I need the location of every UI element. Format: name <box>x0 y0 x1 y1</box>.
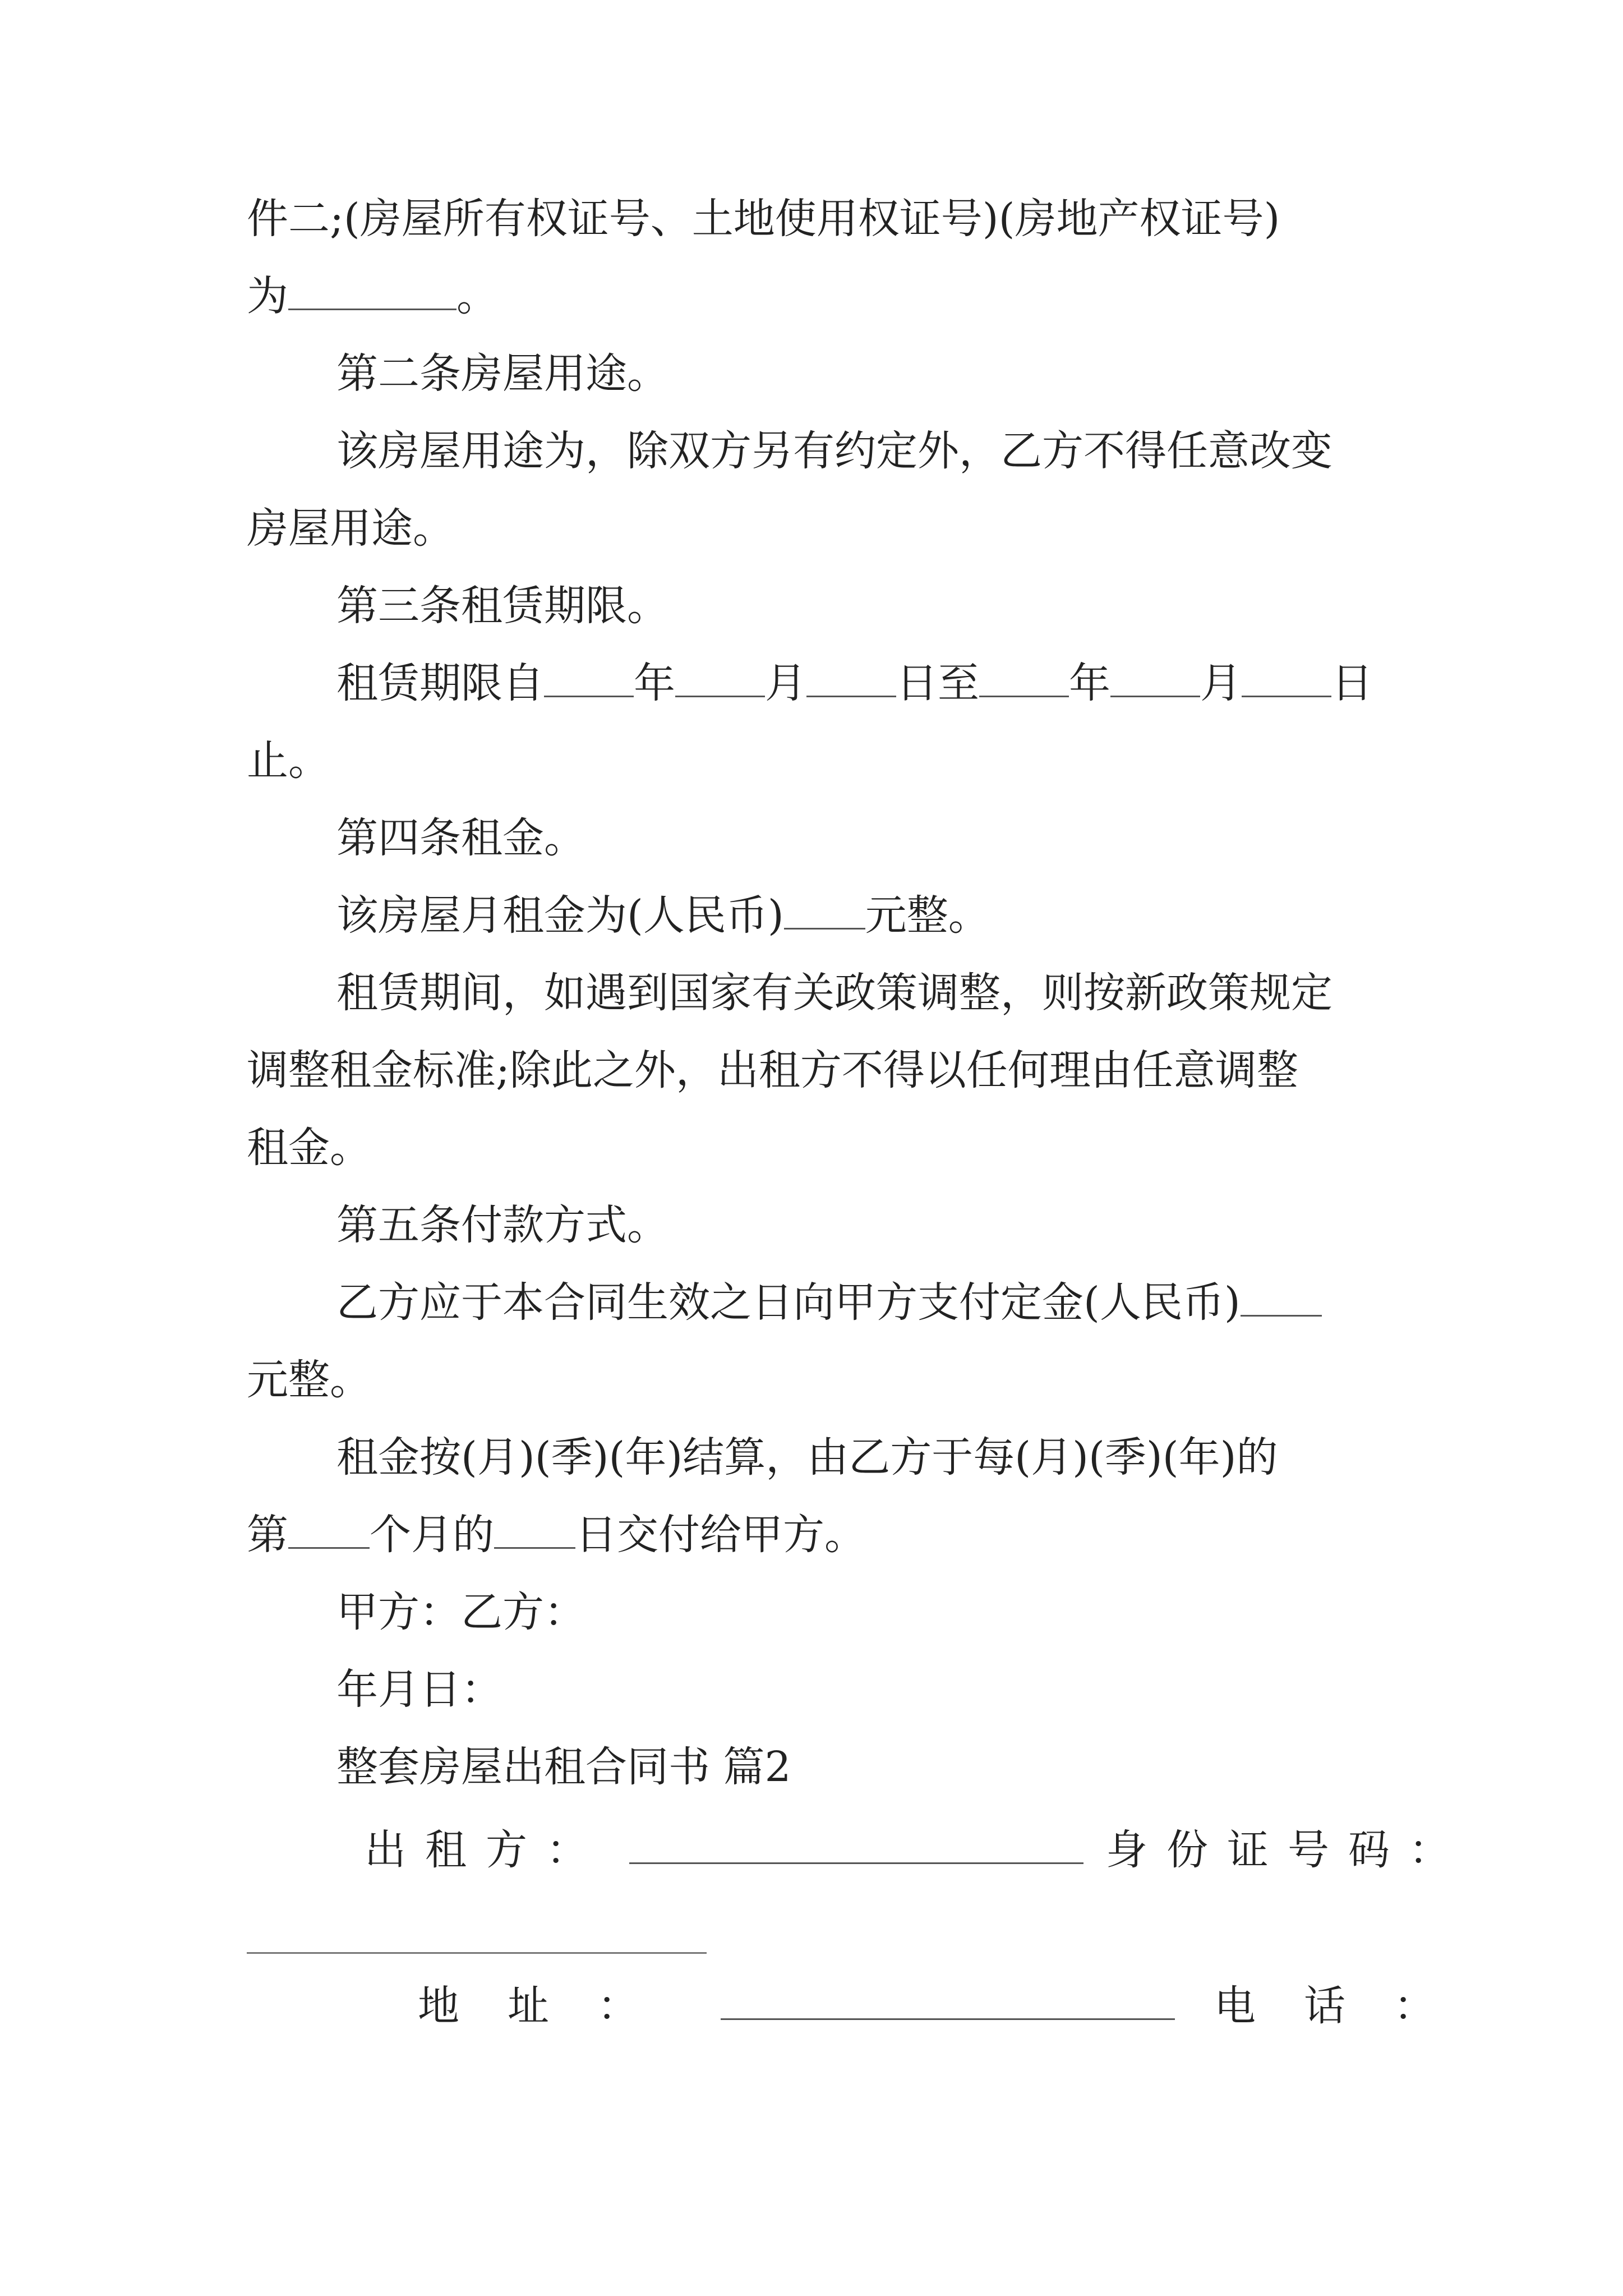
month-label: 月 <box>1200 659 1242 707</box>
id-number-label: 身份证号码： <box>1106 1826 1469 1874</box>
end-day-blank[interactable] <box>1242 655 1331 697</box>
text-line-1: 件二;(房屋所有权证号、土地使用权证号)(房地产权证号) <box>247 195 1280 243</box>
text-part-b: 个月的 <box>370 1511 494 1559</box>
address-row <box>418 1978 1483 2034</box>
article-4-text-4: 租金。 <box>247 1124 371 1172</box>
article-3-text <box>336 655 1373 711</box>
article-2-text-2: 房屋用途。 <box>247 504 454 553</box>
id-number-blank[interactable] <box>247 1952 707 1954</box>
end-month-blank[interactable] <box>1110 655 1200 697</box>
text-part-a: 第 <box>247 1511 288 1559</box>
start-month-blank[interactable] <box>675 655 765 697</box>
text-line-2 <box>247 268 498 324</box>
article-3-title: 第三条租赁期限。 <box>336 582 668 630</box>
rent-amount-blank[interactable] <box>784 887 865 930</box>
sign-date: 年月日： <box>336 1665 502 1714</box>
article-2-title: 第二条房屋用途。 <box>336 349 668 398</box>
article-4-text-1 <box>336 887 990 944</box>
lease-start-label: 租赁期限自 <box>336 659 544 707</box>
article-5-text-2: 元整。 <box>247 1356 371 1404</box>
article-5-text-3: 租金按(月)(季)(年)结算，由乙方于每(月)(季)(年)的 <box>336 1433 1278 1481</box>
article-4-text-3: 调整租金标准;除此之外，出租方不得以任何理由任意调整 <box>247 1046 1298 1094</box>
article-5-text-1 <box>336 1274 1322 1331</box>
rent-label: 该房屋月租金为(人民币) <box>336 891 784 940</box>
sign-parties: 甲方：乙方： <box>336 1588 585 1636</box>
address-blank[interactable] <box>721 1978 1175 2020</box>
deposit-amount-blank[interactable] <box>1241 1274 1322 1317</box>
article-2-text-1: 该房屋用途为，除双方另有约定外，乙方不得任意改变 <box>336 427 1332 475</box>
text-part-c: 日交付给甲方。 <box>575 1511 866 1559</box>
section-title: 整套房屋出租合同书 篇2 <box>336 1743 791 1791</box>
start-day-blank[interactable] <box>806 655 896 697</box>
day-number-blank[interactable] <box>494 1507 575 1549</box>
phone-label: 电话： <box>1214 1982 1483 2030</box>
article-3-text-2: 止。 <box>247 737 330 785</box>
lessor-row <box>365 1822 1469 1878</box>
lessor-name-blank[interactable] <box>629 1822 1083 1864</box>
text-prefix: 为 <box>247 272 288 320</box>
day-to-label: 日至 <box>896 659 979 707</box>
day-label: 日 <box>1331 659 1373 707</box>
start-year-blank[interactable] <box>544 655 634 697</box>
article-5-text-4 <box>247 1507 866 1563</box>
end-year-blank[interactable] <box>979 655 1069 697</box>
fill-blank[interactable] <box>288 268 457 310</box>
article-5-title: 第五条付款方式。 <box>336 1201 668 1249</box>
year-label: 年 <box>1069 659 1110 707</box>
address-label: 地址： <box>418 1982 687 2030</box>
article-4-text-2: 租赁期间，如遇到国家有关政策调整，则按新政策规定 <box>336 969 1332 1017</box>
rent-suffix: 元整。 <box>865 891 990 940</box>
year-label: 年 <box>634 659 675 707</box>
month-number-blank[interactable] <box>288 1507 370 1549</box>
article-4-title: 第四条租金。 <box>336 814 585 862</box>
month-label: 月 <box>765 659 806 707</box>
deposit-label: 乙方应于本合同生效之日向甲方支付定金(人民币) <box>336 1278 1241 1327</box>
text-suffix: 。 <box>457 272 498 320</box>
lessor-label: 出租方： <box>365 1826 607 1874</box>
